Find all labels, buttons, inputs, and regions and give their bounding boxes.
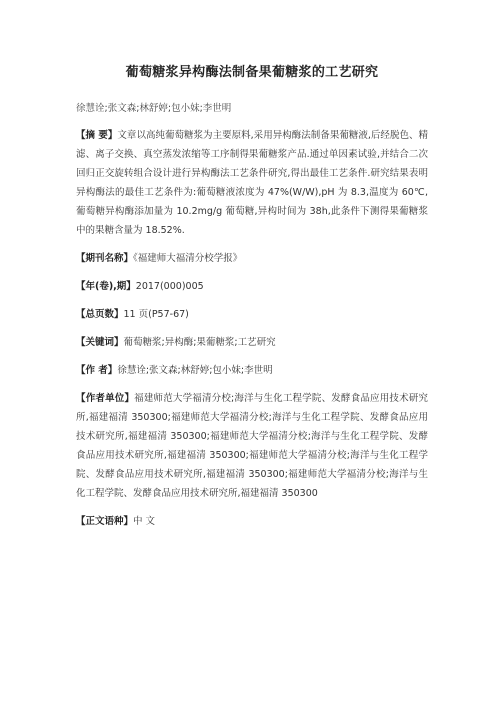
year-volume-field: [76, 277, 428, 296]
abstract-section: [76, 126, 428, 240]
keywords-value: 葡萄糖浆;异构酶;果葡糖浆;工艺研究: [123, 337, 276, 348]
journal-label: 【期刊名称】: [76, 253, 134, 264]
journal-value: 《福建师大福清分校学报》: [133, 253, 243, 264]
journal-field: [76, 249, 428, 268]
authors-field: [76, 361, 428, 380]
author-list: 徐慧诠;张文森;林舒婷;包小妹;李世明: [76, 103, 232, 114]
language-value: 中 文: [133, 516, 156, 527]
language-label: 【正文语种】: [76, 516, 134, 527]
year-volume-label: 【年(卷),期】: [76, 281, 136, 292]
affiliation-value: 福建师范大学福清分校;海洋与生化工程学院、发酵食品应用技术研究所,福建福清 350300;福建师范大学福清分校;海洋与生化工程学院、发酵食品应用技术研究所,福建福清 350300;福建师范大学福清分校;海洋与生化工程学院、发酵食品应用技术研究所,福建福清 350300;福建师范大学福清分校;海洋与生化工程学院、发酵食品应用技术研究所,福建福清 350300;福建师范大学福清分校;海洋与生化工程学院、发酵食品应用技术研究所,福建福清 350300: [76, 393, 428, 499]
authors-label: 【作 者】: [76, 365, 118, 376]
year-volume-value: 2017(000)005: [135, 281, 204, 292]
page-count-label: 【总页数】: [76, 309, 124, 320]
authors-value: 徐慧诠;张文森;林舒婷;包小妹;李世明: [117, 365, 273, 376]
language-field: [76, 512, 428, 531]
keywords-field: [76, 333, 428, 352]
keywords-label: 【关键词】: [76, 337, 124, 348]
paper-title: 葡萄糖浆异构酶法制备果葡糖浆的工艺研究: [125, 65, 379, 80]
abstract-text: 文章以高纯葡萄糖浆为主要原料,采用异构酶法制备果葡糖液,后经脱色、精滤、离子交换、真空蒸发浓缩等工序制得果葡糖浆产品.通过单因素试验,并结合二次回归正交旋转组合设计进行异构酶法工艺条件研究,得出最佳工艺条件.研究结果表明异构酶法的最佳工艺条件为:葡萄糖液浓度为 47%(W/W),pH 为 8.3,温度为 60℃,葡萄糖异构酶添加量为 10.2mg/g 葡萄糖,异构时间为 38h,此条件下测得果葡糖浆中的果糖含量为 18.52%.: [76, 130, 429, 236]
document-page: [0, 64, 502, 713]
affiliation-field: [76, 389, 428, 503]
abstract-label: 【摘 要】: [76, 130, 118, 141]
affiliation-label: 【作者单位】: [76, 393, 135, 404]
page-count-field: [76, 305, 428, 324]
page-count-value: 11 页(P57-67): [123, 309, 189, 320]
